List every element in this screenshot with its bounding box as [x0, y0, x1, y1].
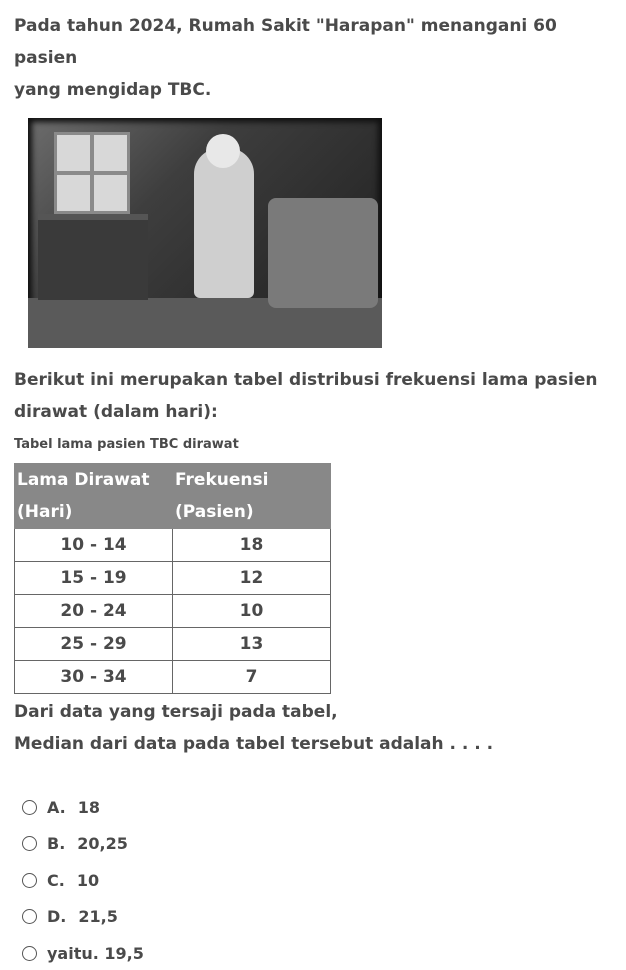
table-header-row [15, 464, 331, 529]
frequency-cell: 18 [173, 529, 331, 562]
radio-button[interactable] [22, 909, 37, 924]
question-followup: Dari data yang tersaji pada tabel, [14, 702, 338, 722]
option-letter: B. [47, 833, 66, 853]
question-prompt: Median dari data pada tabel tersebut adalah . . . . [14, 734, 494, 754]
header-duration: Lama Dirawat (Hari) [15, 464, 173, 529]
frequency-cell: 7 [173, 661, 331, 694]
table-row [15, 595, 331, 628]
option-text: yaitu. 19,5 [47, 943, 144, 963]
interval-cell: 20 - 24 [15, 595, 173, 628]
option-letter: D. [47, 906, 67, 926]
question-intro [14, 10, 624, 106]
table-row [15, 529, 331, 562]
interval-cell: 25 - 29 [15, 628, 173, 661]
option-d[interactable] [22, 906, 118, 926]
radio-button[interactable] [22, 946, 37, 961]
table-description [14, 364, 624, 428]
option-text: 21,5 [78, 906, 118, 926]
radio-button[interactable] [22, 873, 37, 888]
table-caption: Tabel lama pasien TBC dirawat [14, 437, 239, 452]
option-text: 10 [76, 870, 100, 890]
question-intro-line1: Pada tahun 2024, Rumah Sakit "Harapan" menangani 60 pasien [14, 16, 557, 68]
interval-cell: 30 - 34 [15, 661, 173, 694]
interval-cell: 10 - 14 [15, 529, 173, 562]
option-a[interactable] [22, 797, 100, 817]
option-c[interactable] [22, 870, 99, 890]
header-frequency: Frekuensi (Pasien) [173, 464, 331, 529]
frequency-cell: 13 [173, 628, 331, 661]
table-row [15, 562, 331, 595]
table-description-line1: Berikut ini merupakan tabel distribusi frekuensi lama pasien [14, 370, 598, 390]
frequency-cell: 12 [173, 562, 331, 595]
interval-cell: 15 - 19 [15, 562, 173, 595]
option-text: 20,25 [77, 833, 128, 853]
frequency-table [14, 463, 331, 694]
question-intro-line2: yang mengidap TBC. [14, 80, 212, 100]
radio-button[interactable] [22, 800, 37, 815]
option-letter: C. [47, 870, 65, 890]
table-row [15, 628, 331, 661]
frequency-cell: 10 [173, 595, 331, 628]
option-text: 18 [77, 797, 101, 817]
radio-button[interactable] [22, 836, 37, 851]
table-description-line2: dirawat (dalam hari): [14, 402, 218, 422]
option-letter: A. [47, 797, 66, 817]
table-row [15, 661, 331, 694]
option-b[interactable] [22, 833, 128, 853]
option-e[interactable] [22, 943, 144, 963]
hospital-photo [20, 108, 392, 356]
